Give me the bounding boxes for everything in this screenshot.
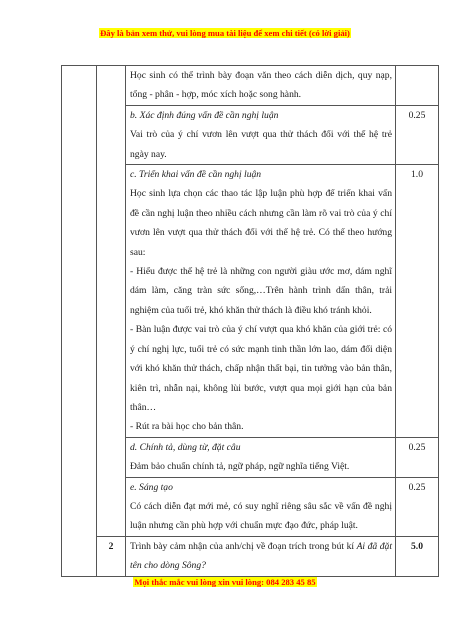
criteria-cell (126, 66, 396, 106)
question-cell (97, 66, 126, 537)
score-cell: 0.25 (396, 477, 439, 536)
criteria-cell (126, 105, 396, 164)
criteria-point: - Bàn luận được vai trò của ý chí vượt qua khó khăn của giới trẻ: có ý chí nghị lực, tuổi trẻ có sức mạnh tinh thần lớn lao, dám đối diện với khó khăn thử thách, chấp nhận thất bại, tin tưởng vào bản thân, kiên trì, nhẫn nại, không lùi bước, vượt qua mọi giới hạn của bản thân… (130, 324, 392, 413)
criteria-cell (126, 165, 396, 438)
criteria-cell (126, 477, 396, 536)
score-cell: 1.0 (396, 165, 439, 438)
criteria-text: Đảm bảo chuẩn chính tả, ngữ pháp, ngữ nghĩa tiếng Việt. (130, 461, 350, 473)
criteria-text: Học sinh có thể trình bày đoạn văn theo cách diễn dịch, quy nạp, tổng - phân - hợp, móc xích hoặc song hành. (130, 70, 392, 101)
criteria-heading: e. Sáng tạo (130, 481, 173, 493)
contact-notice (0, 577, 450, 587)
criteria-text: Có cách diễn đạt mới mẻ, có suy nghĩ riêng sâu sắc về vấn đề nghị luận nhưng cần phù hợp với chuẩn mực đạo đức, pháp luật. (130, 500, 392, 532)
criteria-text: Học sinh lựa chọn các thao tác lập luận phù hợp để triển khai vấn đề cần nghị luận theo nhiều cách nhưng cần làm rõ vai trò của ý chí vươn lên vượt qua thử thách đối với thế hệ trẻ. Có thể theo hướng sau: (130, 188, 392, 258)
preview-notice (0, 28, 450, 38)
preview-notice-text: Đây là bản xem thử, vui lòng mua tài liệu để xem chi tiết (có lời giải) (100, 28, 350, 38)
work-title: Ai đã đặt tên cho dòng Sông? (130, 540, 392, 572)
criteria-cell (126, 536, 396, 576)
question-number: 2 (97, 536, 126, 576)
score-cell: 5.0 (396, 536, 439, 576)
criteria-point: - Rút ra bài học cho bản thân. (130, 421, 244, 433)
table-row (62, 536, 439, 576)
table-row (62, 66, 439, 106)
contact-notice-text: Mọi thắc mắc vui lòng xin vui lòng: 084 283 45 85 (134, 577, 316, 587)
criteria-cell (126, 437, 396, 477)
score-cell: 0.25 (396, 105, 439, 164)
score-cell: 0.25 (396, 437, 439, 477)
question-text: Trình bày cảm nhận của anh/chị về đoạn trích trong bút kí (130, 540, 357, 552)
criteria-heading: c. Triển khai vấn đề cần nghị luận (130, 169, 262, 181)
grading-table (61, 65, 439, 577)
criteria-heading: b. Xác định đúng vấn đề cần nghị luận (130, 109, 279, 121)
criteria-text: Vai trò của ý chí vươn lên vượt qua thử thách đối với thế hệ trẻ ngày nay. (130, 129, 392, 160)
criteria-point: - Hiểu được thế hệ trẻ là những con người giàu ước mơ, dám nghĩ dám làm, căng tràn sức sống,…Trên hành trình dấn thân, trải nghiệm của tuổi trẻ, khó khăn thử thách là điều khó tránh khỏi. (130, 266, 392, 316)
criteria-heading: d. Chính tả, dùng từ, đặt câu (130, 441, 241, 453)
part-cell (62, 66, 97, 577)
score-cell (396, 66, 439, 106)
